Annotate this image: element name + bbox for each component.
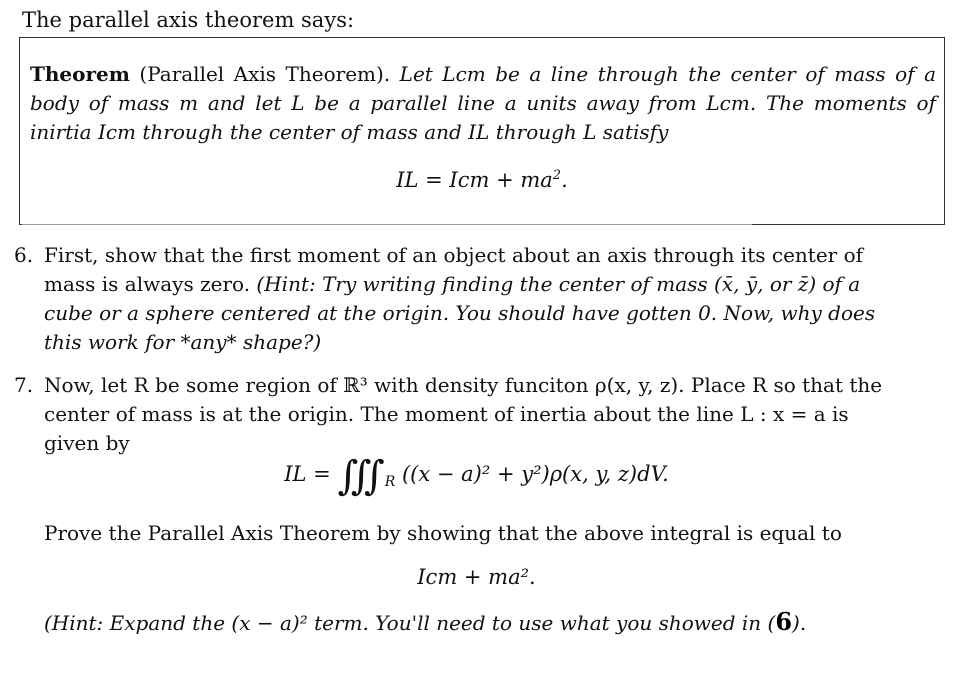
theorem-box [19, 37, 945, 225]
problem-7-number: 7. [14, 373, 34, 397]
integrand: ((x − a)² + y²)ρ(x, y, z)dV. [401, 462, 669, 486]
divider [22, 224, 752, 225]
problem-7-result: Icm + ma². [417, 565, 536, 589]
problem-7-text: Now, let R be some region of ℝ³ with density funciton ρ(x, y, z). Place R so that the center of mass is at the origin. The moment of inertia about the line L : x = a is given by [44, 373, 883, 455]
hint-text: (Hint: Expand the (x − a)² term. You'll need to use what you showed in ( [44, 611, 776, 635]
integral-region: R [384, 474, 396, 490]
problem-7-hint [14, 607, 894, 638]
theorem-equation: IL = Icm + $ma^2$. [396, 168, 568, 192]
triple-integral-sign: ∭ [337, 453, 385, 499]
theorem-body: Let Lcm be a line through the center of mass of a body of mass m and let L be a parallel line a units away from Lcm. The moments of inirtia Icm through the center of mass and IL through L satisfy [30, 62, 937, 144]
theorem-text [30, 60, 936, 147]
theorem-name: (Parallel Axis Theorem). [139, 62, 391, 86]
prove-text: Prove the Parallel Axis Theorem by showing that the above integral is equal to [44, 521, 842, 545]
handwritten-reference: 6 [775, 607, 793, 636]
problem-7-prove [14, 519, 894, 548]
problem-7 [14, 371, 894, 458]
intro-text: The parallel axis theorem says: [22, 8, 355, 32]
problem-6-number: 6. [14, 243, 34, 267]
problem-6 [14, 241, 894, 357]
problem-6-hint: (Hint: Try writing finding the center of mass (x̄, ȳ, or z̄) of a cube or a sphere centered at the origin. You should have gotten 0. Now, why does this work for *any* shape?) [44, 272, 876, 354]
theorem-heading: Theorem [30, 62, 130, 86]
problem-7-integral [0, 453, 953, 499]
hint-close: ). [792, 611, 807, 635]
integral-lhs: IL = [284, 462, 331, 486]
problem-6-text: First, show that the first moment of an object about an axis through its center of mass is always zero. [44, 243, 864, 296]
